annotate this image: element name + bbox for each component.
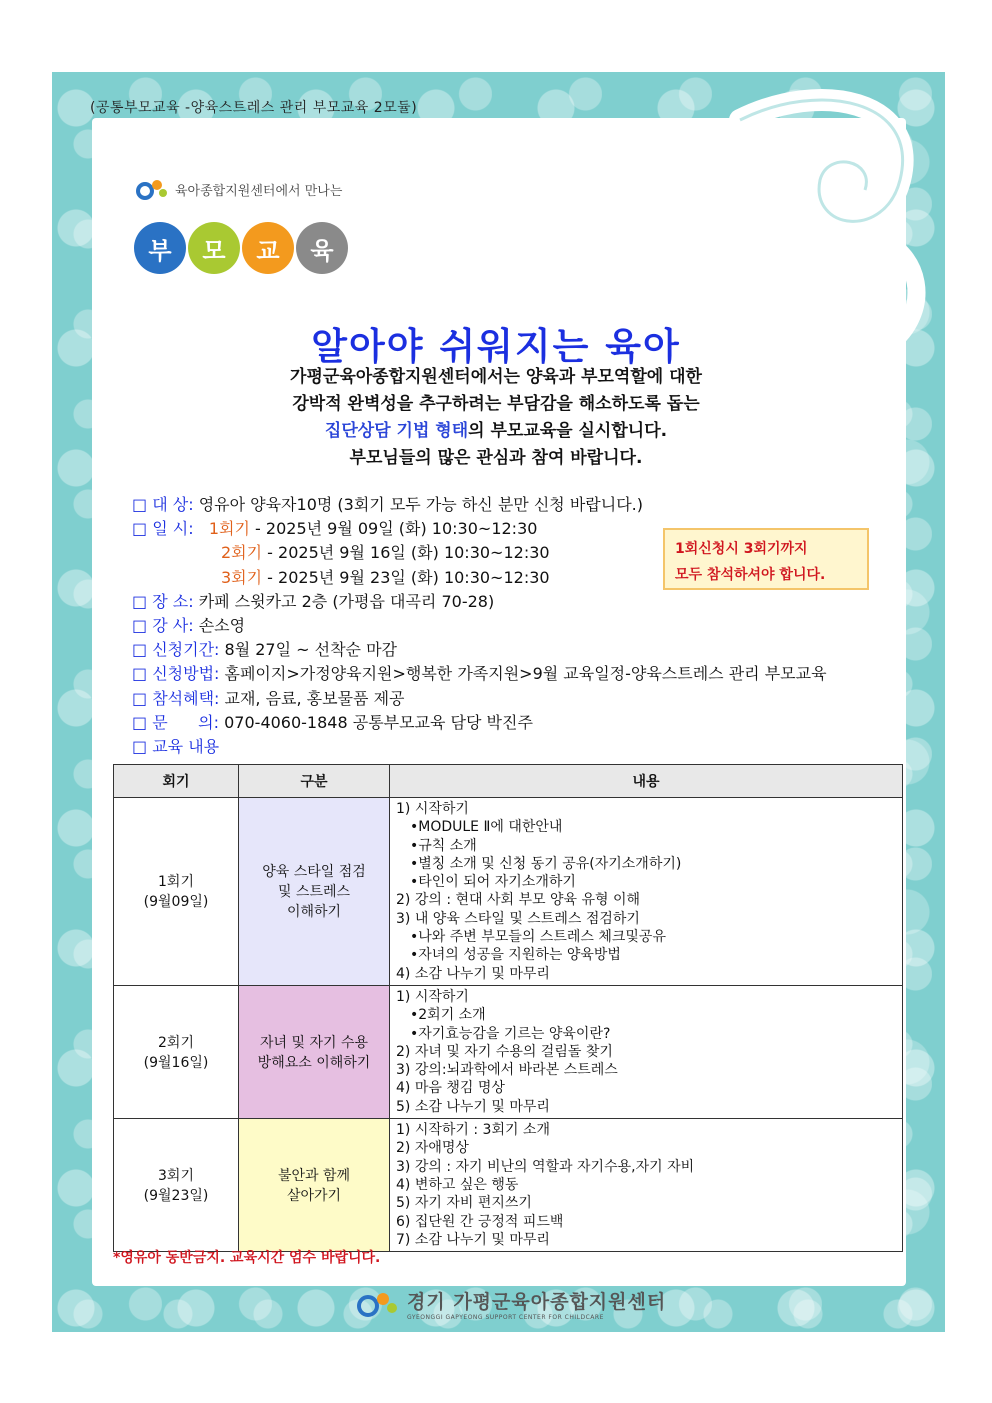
- session-date: (9월09일): [143, 894, 209, 911]
- content-item: 1) 시작하기: [396, 988, 469, 1005]
- content-item: •MODULE Ⅱ에 대한안내: [410, 819, 563, 836]
- category-line: 양육 스타일 점검: [262, 864, 366, 881]
- content-cell: [390, 985, 903, 1118]
- content-item: 5) 소감 나누기 및 마무리: [396, 1098, 550, 1115]
- content-item: 2) 강의 : 현대 사회 부모 양육 유형 이해: [396, 892, 641, 909]
- content-item: 3) 강의 : 자기 비난의 역할과 자기수용,자기 자비: [396, 1158, 695, 1175]
- session-3-value: - 2025년 9월 23일 (화) 10:30~12:30: [262, 567, 550, 587]
- info-instructor: [132, 614, 827, 638]
- session-2-label: 2회기: [221, 543, 263, 563]
- session-1-label: 1회기: [208, 519, 250, 539]
- attendance-notice: [663, 528, 869, 590]
- footer-logo: [355, 1287, 666, 1321]
- info-method-value: 홈페이지>가정양육지원>행복한 가족지원>9월 교육일정-양육스트레스 관리 부모교육: [224, 664, 827, 684]
- info-method-label: □ 신청방법:: [132, 664, 220, 684]
- parent-education-badges: [134, 222, 348, 274]
- category-line: 불안과 함께: [277, 1168, 351, 1185]
- session-1-value: - 2025년 9월 09일 (화) 10:30~12:30: [249, 519, 538, 539]
- info-contact-value: 070-4060-1848 공통부모교육 담당 박진주: [224, 712, 533, 732]
- content-item: •자녀의 성공을 지원하는 양육방법: [410, 947, 621, 964]
- session-name: 1회기: [158, 874, 194, 891]
- footer-center-name: 경기 가평군육아종합지원센터: [407, 1291, 667, 1313]
- content-item: 3) 강의:뇌과학에서 바라본 스트레스: [396, 1062, 618, 1079]
- info-contact-label: □ 문 의:: [132, 712, 220, 732]
- content-cell: [390, 798, 903, 986]
- content-item: 5) 자기 자비 편지쓰기: [396, 1195, 532, 1212]
- info-content: [132, 735, 827, 759]
- category-cell: [239, 1119, 390, 1252]
- center-logo: [135, 175, 342, 203]
- schedule-table: [113, 764, 903, 1252]
- info-date-label: □ 일 시:: [132, 519, 194, 539]
- intro-text: [0, 364, 992, 472]
- session-cell: [114, 798, 239, 986]
- category-line: 살아가기: [286, 1188, 342, 1205]
- category-cell: [239, 985, 390, 1118]
- info-benefit: [132, 687, 827, 711]
- badge-gyo: 교: [242, 222, 294, 274]
- content-cell: [390, 1119, 903, 1252]
- category-cell: [239, 798, 390, 986]
- header-content: 내용: [390, 765, 903, 798]
- table-row: [114, 798, 903, 986]
- info-instructor-value: 손소영: [198, 616, 246, 636]
- content-item: •규칙 소개: [410, 837, 477, 854]
- info-benefit-value: 교재, 음료, 홍보물품 제공: [224, 688, 405, 708]
- info-period: [132, 638, 827, 662]
- content-item: 2) 자녀 및 자기 수용의 걸림돌 찾기: [396, 1043, 613, 1060]
- intro-highlight: 집단상담 기법 형태: [324, 421, 469, 441]
- warning-text: *영유아 동반금지. 교육시간 엄수 바랍니다.: [113, 1250, 381, 1266]
- session-cell: [114, 985, 239, 1118]
- table-header-row: [114, 765, 903, 798]
- info-period-label: □ 신청기간:: [132, 640, 220, 660]
- info-place-value: 카페 스윗카고 2층 (가평읍 대곡리 70-28): [198, 591, 495, 611]
- content-item: •타인이 되어 자기소개하기: [410, 874, 576, 891]
- intro-line-3: [0, 418, 992, 445]
- info-place: [132, 590, 827, 614]
- session-cell: [114, 1119, 239, 1252]
- content-item: 6) 집단원 간 긍정적 피드백: [396, 1213, 564, 1230]
- info-contact: [132, 711, 827, 735]
- info-period-value: 8월 27일 ~ 선착순 마감: [224, 640, 397, 660]
- content-item: 1) 시작하기: [396, 801, 469, 817]
- badge-mo: 모: [188, 222, 240, 274]
- intro-line-1: 가평군육아종합지원센터에서는 양육과 부모역할에 대한: [290, 367, 702, 387]
- category-line: 자녀 및 자기 수용: [259, 1035, 369, 1051]
- content-item: •2회기 소개: [410, 1007, 486, 1024]
- session-name: 2회기: [158, 1035, 194, 1051]
- notice-line-2: 모두 참석하셔야 합니다.: [675, 567, 826, 583]
- badge-bu: 부: [134, 222, 186, 274]
- content-item: 1) 시작하기 : 3회기 소개: [396, 1122, 550, 1139]
- info-target: [132, 493, 827, 517]
- content-item: 2) 자애명상: [396, 1140, 469, 1157]
- category-line: 이해하기: [286, 904, 342, 921]
- info-method: [132, 662, 827, 686]
- content-item: 3) 내 양육 스타일 및 스트레스 점검하기: [396, 910, 640, 927]
- content-item: 4) 마음 챙김 명상: [396, 1080, 505, 1097]
- content-item: 7) 소감 나누기 및 마무리: [396, 1231, 550, 1248]
- header-category: 구분: [239, 765, 390, 798]
- category-line: 방해요소 이해하기: [257, 1055, 371, 1071]
- info-target-value: 영유아 양육자10명 (3회기 모두 가능 하신 분만 신청 바랍니다.): [198, 495, 643, 514]
- footer-center-sub: GYEONGGI GAPYEONG SUPPORT CENTER FOR CHILDCARE: [407, 1314, 604, 1321]
- notice-line-1: 1회신청시 3회기까지: [675, 541, 808, 557]
- content-item: •별칭 소개 및 신청 동기 공유(자기소개하기): [410, 855, 682, 872]
- session-date: (9월23일): [143, 1188, 209, 1205]
- content-item: 4) 변하고 싶은 행동: [396, 1176, 519, 1193]
- intro-line-2: 강박적 완벽성을 추구하려는 부담감을 해소하도록 돕는: [292, 394, 700, 414]
- info-target-label: □ 대 상:: [132, 495, 194, 514]
- badge-yuk: 육: [296, 222, 348, 274]
- session-3-label: 3회기: [221, 567, 263, 587]
- session-2-value: - 2025년 9월 16일 (화) 10:30~12:30: [262, 543, 550, 563]
- info-benefit-label: □ 참석혜택:: [132, 688, 220, 708]
- module-tag: (공통부모교육 -양육스트레스 관리 부모교육 2모듈): [90, 100, 418, 116]
- content-item: •자기효능감을 기르는 양육이란?: [410, 1025, 611, 1042]
- intro-line-4: 부모님들의 많은 관심과 참여 바랍니다.: [349, 448, 643, 468]
- table-row: [114, 1119, 903, 1252]
- info-instructor-label: □ 강 사:: [132, 616, 194, 636]
- content-item: •나와 주변 부모들의 스트레스 체크및공유: [410, 929, 666, 946]
- info-place-label: □ 장 소:: [132, 591, 194, 611]
- header-session: 회기: [114, 765, 239, 798]
- content-item: 4) 소감 나누기 및 마무리: [396, 965, 550, 982]
- session-date: (9월16일): [143, 1055, 209, 1071]
- table-row: [114, 985, 903, 1118]
- category-line: 및 스트레스: [277, 884, 351, 901]
- info-content-label: □ 교육 내용: [132, 737, 220, 757]
- session-name: 3회기: [158, 1168, 194, 1185]
- intro-line-3-rest: 의 부모교육을 실시합니다.: [468, 421, 668, 441]
- page-title: 알아야 쉬워지는 육아: [311, 325, 681, 368]
- logo-tagline: 육아종합지원센터에서 만나는: [175, 183, 343, 199]
- swirl-logo-icon: [135, 175, 169, 203]
- footer-swirl-icon: [355, 1289, 401, 1319]
